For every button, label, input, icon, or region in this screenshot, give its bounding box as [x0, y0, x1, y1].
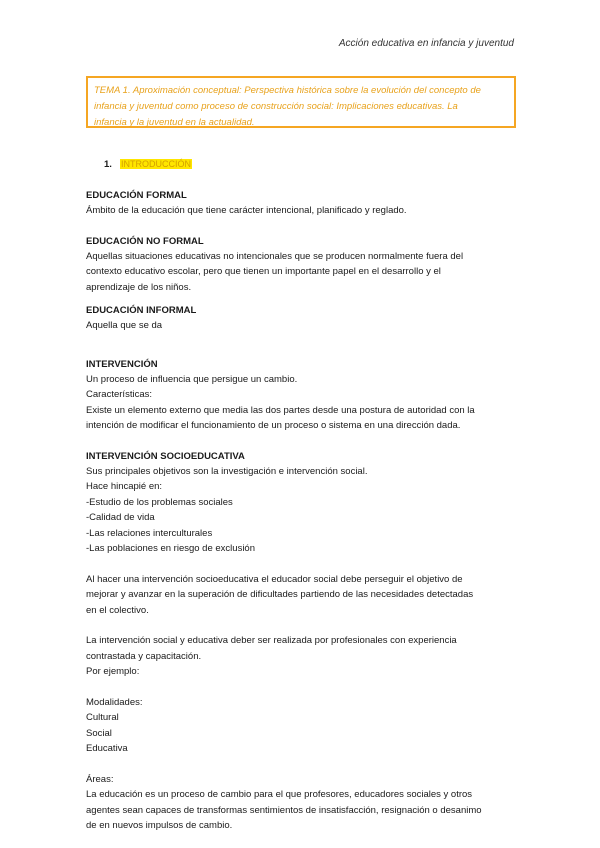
paragraph-line: mejorar y avanzar en la superación de dificultades partiendo de las necesidades detectadas — [86, 589, 474, 600]
section-line: Un proceso de influencia que persigue un cambio. — [86, 373, 298, 385]
tema-title-box — [86, 76, 516, 128]
paragraph-line: contrastada y capacitación. — [86, 650, 202, 662]
section-intervencion — [86, 357, 526, 434]
section-title: EDUCACIÓN FORMAL — [86, 190, 187, 201]
intro-label: INTRODUCCIÓN — [121, 159, 191, 169]
section-formal — [86, 188, 526, 219]
tema-line: infancia y juventud como proceso de construcción social: Implicaciones educativas. La — [94, 101, 458, 112]
section-informal — [86, 303, 526, 334]
paragraph-line: Al hacer una intervención socioeducativa el educador social debe perseguir el objetivo de — [86, 573, 463, 585]
section-title: INTERVENCIÓN — [86, 358, 158, 370]
tema-line: infancia y la juventud en la actualidad. — [94, 117, 255, 128]
bullet-line: -Calidad de vida — [86, 512, 155, 523]
modalidades-line: Modalidades: — [86, 696, 143, 708]
section-line: contexto educativo escolar, pero que tienen un importante papel en el desarrollo y el — [86, 266, 441, 277]
modalidades-line: Social — [86, 727, 112, 739]
section-line: Existe un elemento externo que media las dos partes desde una postura de autoridad con la — [86, 404, 475, 416]
section-line: aprendizaje de los niños. — [86, 281, 192, 293]
section-line: Ámbito de la educación que tiene carácter intencional, planificado y reglado. — [86, 205, 407, 216]
section-line: intención de modificar el funcionamiento de un proceso o sistema en una dirección dada. — [86, 420, 461, 431]
section-line: Aquellas situaciones educativas no intencionales que se producen normalmente fuera del — [86, 250, 464, 262]
bullet-line: -Estudio de los problemas sociales — [86, 496, 233, 508]
paragraph-line: La intervención social y educativa deber ser realizada por profesionales con experiencia — [86, 635, 457, 646]
section-socioeducativa — [86, 449, 526, 834]
section-title: EDUCACIÓN NO FORMAL — [86, 235, 204, 247]
bullet-line: -Las relaciones interculturales — [86, 527, 213, 539]
section-title: INTERVENCIÓN SOCIOEDUCATIVA — [86, 450, 245, 462]
paragraph-line: en el colectivo. — [86, 604, 149, 616]
modalidades-line: Cultural — [86, 712, 119, 723]
areas-line: de en nuevos impulsos de cambio. — [86, 820, 233, 831]
section-line: Sus principales objetivos son la investigación e intervención social. — [86, 465, 368, 477]
bullet-line: -Las poblaciones en riesgo de exclusión — [86, 543, 255, 554]
document-body — [86, 156, 526, 834]
section-line: Aquella que se da — [86, 320, 163, 331]
running-header: Acción educativa en infancia y juventud — [338, 38, 514, 49]
paragraph-line: Por ejemplo: — [86, 666, 140, 677]
areas-line: La educación es un proceso de cambio para el que profesores, educadores sociales y otros — [86, 789, 473, 800]
section-line: Hace hincapié en: — [86, 481, 163, 492]
modalidades-line: Educativa — [86, 743, 128, 754]
tema-line: TEMA 1. Aproximación conceptual: Perspectiva histórica sobre la evolución del concepto de — [94, 85, 481, 96]
section-title: EDUCACIÓN INFORMAL — [86, 305, 197, 316]
section-no-formal — [86, 234, 526, 296]
areas-line: Áreas: — [86, 773, 114, 785]
section-line: Características: — [86, 389, 152, 400]
areas-line: agentes sean capaces de transformas sentimientos de insatisfacción, resignación o desanimo — [86, 804, 482, 816]
intro-number: 1. — [104, 159, 112, 170]
intro-heading — [86, 156, 526, 173]
